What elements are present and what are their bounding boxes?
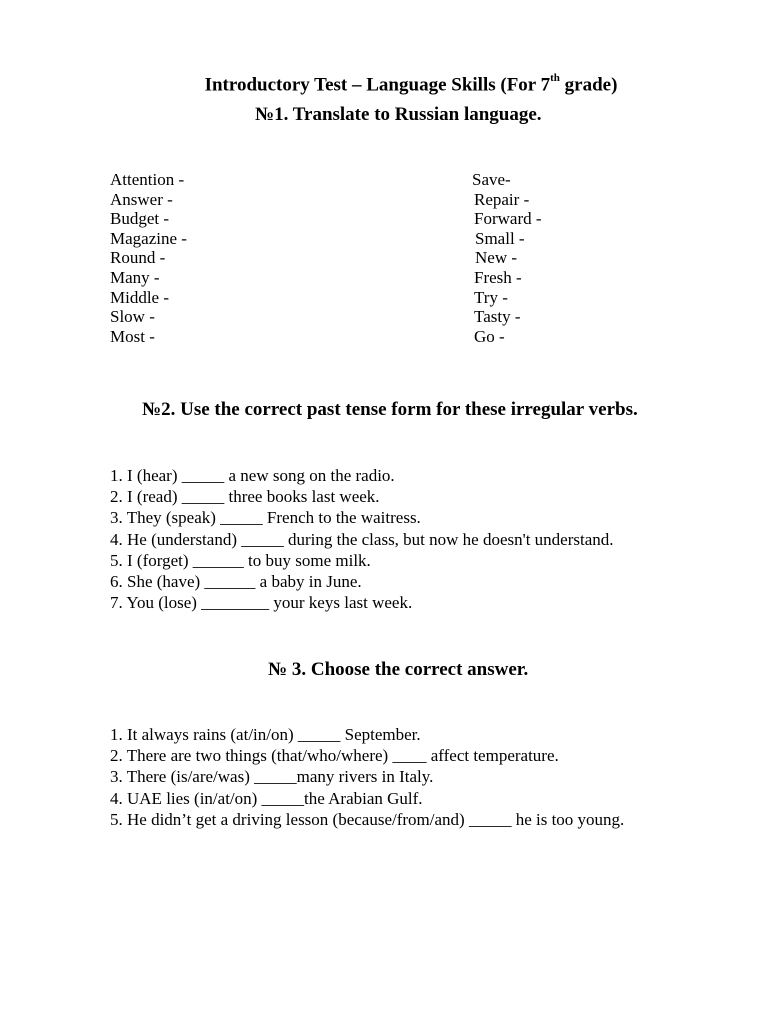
word-item: Slow - [110, 307, 155, 327]
word-item: Go - [474, 326, 505, 346]
word-item: Many - [110, 267, 160, 287]
section-1-left-word-list [110, 170, 187, 346]
exercise-item: 1. It always rains (at/in/on) _____ September. [110, 725, 421, 744]
word-item: New - [475, 248, 518, 268]
section-3-exercise-list [110, 724, 624, 830]
section-2-exercise-list [110, 465, 614, 613]
section-1-heading: №1. Translate to Russian language. [255, 104, 542, 125]
word-item: Attention - [110, 170, 185, 189]
word-item: Fresh - [474, 267, 522, 287]
title-superscript: th [550, 72, 560, 84]
word-item: Try - [474, 287, 508, 307]
title-main: Introductory Test – Language Skills (For 7 [204, 74, 551, 96]
exercise-item: 3. They (speak) _____ French to the waitress. [110, 508, 421, 528]
exercise-item: 1. I (hear) _____ a new song on the radio. [110, 466, 395, 485]
word-item: Forward - [474, 209, 542, 229]
word-item: Middle - [110, 287, 170, 307]
exercise-item: 3. There (is/are/was) _____many rivers in Italy. [110, 767, 434, 787]
exercise-item: 4. UAE lies (in/at/on) _____the Arabian Gulf. [110, 788, 423, 808]
section-3-heading: № 3. Choose the correct answer. [268, 659, 529, 680]
word-item: Answer - [110, 189, 173, 209]
word-item: Small - [475, 228, 525, 248]
exercise-item: 6. She (have) ______ a baby in June. [110, 572, 362, 592]
word-item: Most - [110, 326, 155, 346]
word-item: Budget - [110, 209, 170, 229]
exercise-item: 5. He didn’t get a driving lesson (because/from/and) _____ he is too young. [110, 809, 625, 829]
section-1-right-word-list [472, 170, 542, 346]
exercise-item: 7. You (lose) ________ your keys last week. [110, 593, 413, 613]
exercise-item: 5. I (forget) ______ to buy some milk. [110, 550, 371, 570]
exercise-item: 2. There are two things (that/who/where) ____ affect temperature. [110, 746, 559, 766]
page-title [0, 68, 768, 97]
exercise-item: 4. He (understand) _____ during the class, but now he doesn't understand. [110, 529, 614, 549]
word-item: Tasty - [474, 307, 521, 327]
section-2-heading: №2. Use the correct past tense form for these irregular verbs. [142, 399, 638, 420]
title-tail: grade) [559, 74, 618, 96]
exercise-item: 2. I (read) _____ three books last week. [110, 487, 380, 507]
word-item: Repair - [474, 189, 530, 209]
word-item: Round - [110, 248, 166, 268]
word-item: Save- [472, 170, 511, 189]
word-item: Magazine - [110, 228, 187, 248]
